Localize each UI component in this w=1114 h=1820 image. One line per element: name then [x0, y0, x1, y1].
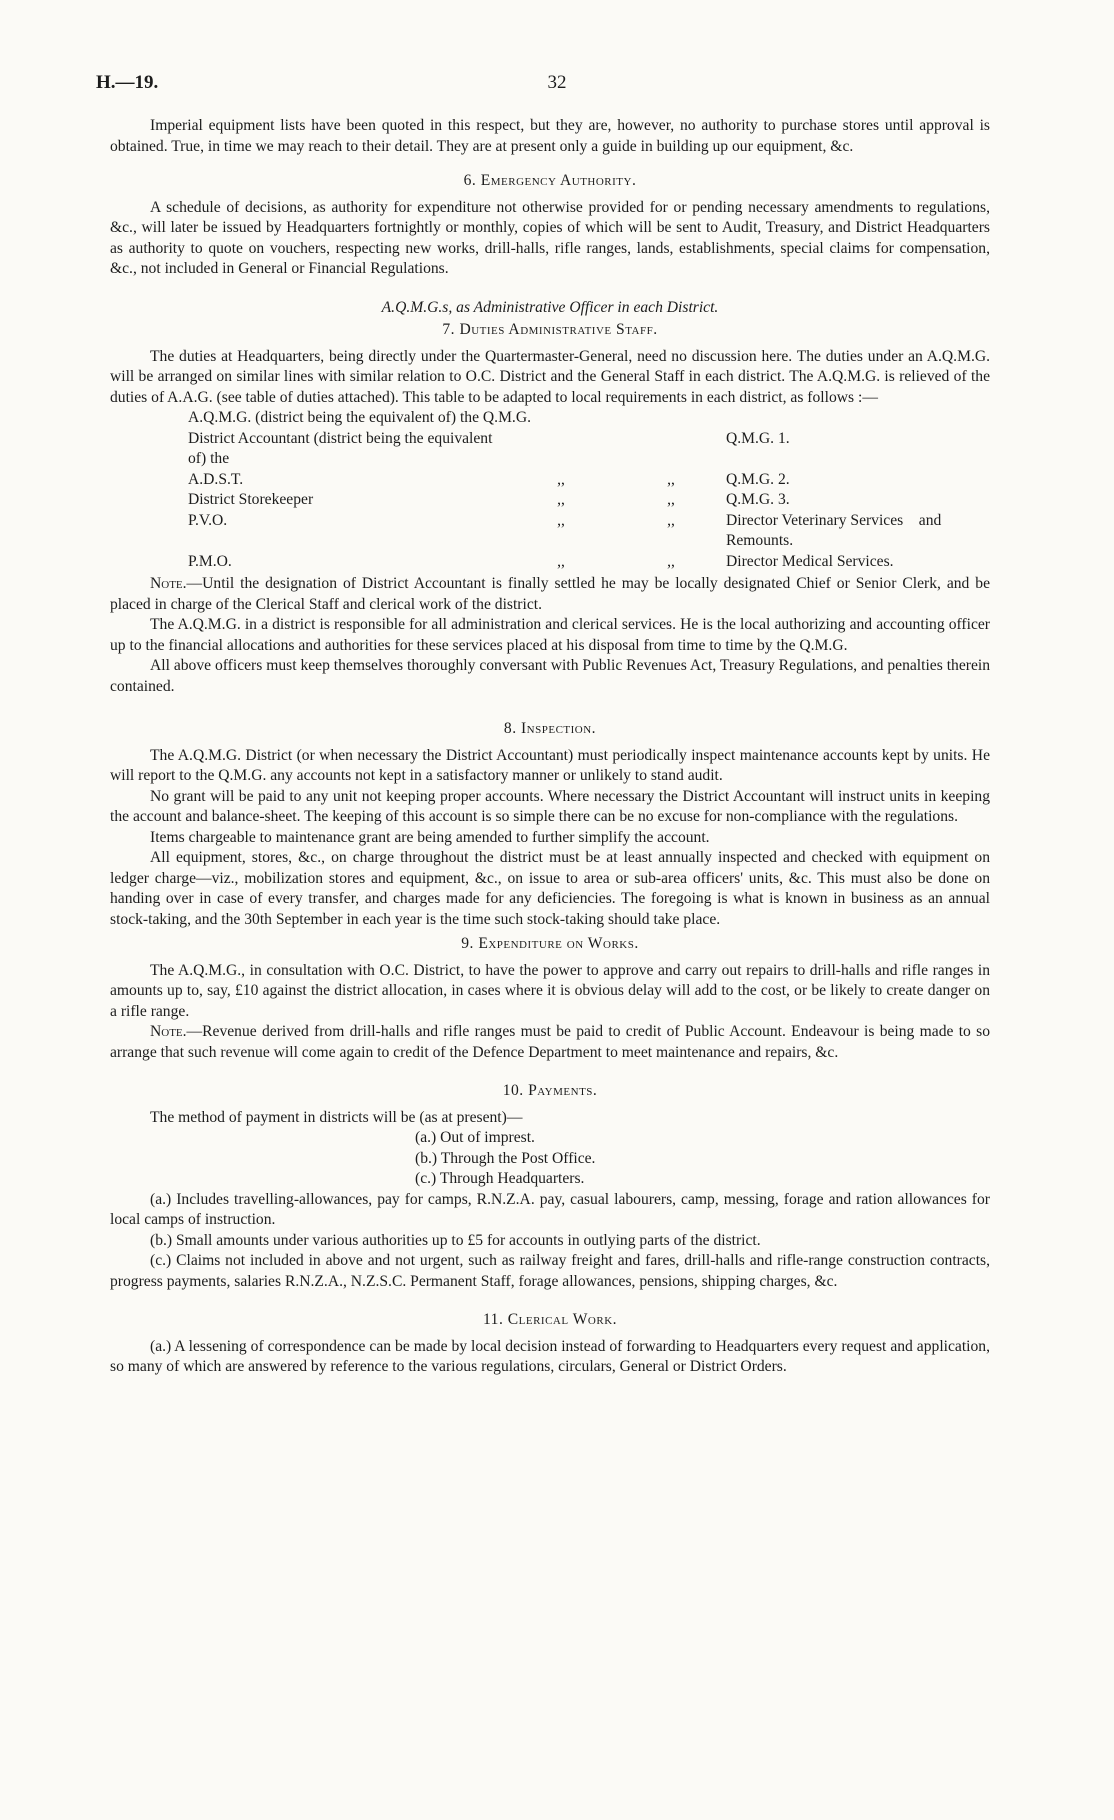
note-text: —Revenue derived from drill-halls and rifle ranges must be paid to credit of Public Account. Endeavour is being made to so arrange that such revenue will come again to credit of the Defence Department to meet maintenance and repairs, &c.: [110, 1023, 990, 1061]
note-label: Note.: [150, 1023, 187, 1040]
section-7-paragraph-3: All above officers must keep themselves thoroughly conversant with Public Revenues Act, Treasury Regulations, and penalties therein contained.: [110, 657, 990, 695]
ditto-mark: ,,: [667, 470, 675, 488]
payment-note-c: (c.) Claims not included in above and not urgent, such as railway freight and fares, drill-halls and rifle-range construction contracts, progress payments, salaries R.N.Z.A., N.Z.S.C. Permanent Staff, forage allowances, pensions, shipping charges, &c.: [110, 1252, 990, 1290]
section-8-paragraph-4: All equipment, stores, &c., on charge throughout the district must be at least annually inspected and checked with equipment on ledger charge—viz., mobilization stores and equipment, &c., on issue to area or sub-area officers' units, &c. This must also be done on handing over in case of every transfer, and charges made for any deficiencies. The foregoing is what is known in business as an annual stock-taking, and the 30th September in each year is the time such stock-taking should take place.: [110, 849, 990, 928]
payment-note-b: (b.) Small amounts under various authorities up to £5 for accounts in outlying parts of the district.: [150, 1231, 761, 1249]
equivalents-row: [188, 470, 990, 491]
equivalents-row: [188, 490, 990, 511]
ditto-mark: ,,: [667, 552, 675, 570]
section-6-paragraph: A schedule of decisions, as authority for expenditure not otherwise provided for or pending necessary amendments to regulations, &c., will later be issued by Headquarters fortnightly or monthly, copies of which will be sent to Audit, Treasury, and District Headquarters as authority to quote on vouchers, respecting new works, drill-halls, rifle ranges, lands, establishments, special claims for compensation, &c., not included in General or Financial Regulations.: [110, 198, 990, 277]
equivalents-table: [188, 429, 990, 573]
ditto-mark: ,,: [667, 511, 675, 529]
equivalent-role: P.V.O.: [188, 511, 228, 529]
equivalent-counterpart: Q.M.G. 2.: [725, 470, 790, 488]
section-7-paragraph-2: The A.Q.M.G. in a district is responsible for all administration and clerical services. He is the local authorizing and accounting officer up to the financial allocations and authorities for these services placed at his disposal from time to time by the Q.M.G.: [110, 616, 990, 654]
section-8-paragraph-2: No grant will be paid to any unit not keeping proper accounts. Where necessary the District Accountant will instruct units in keeping the account and balance-sheet. The keeping of this account is so simple there can be no excuse for non-compliance with the regulations.: [110, 787, 990, 825]
equivalent-role: P.M.O.: [188, 552, 232, 570]
equivalent-role: District Accountant (district being the equivalent of) the: [188, 429, 493, 467]
equivalents-row: [188, 429, 990, 470]
section-8-paragraph-1: The A.Q.M.G. District (or when necessary the District Accountant) must periodically inspect maintenance accounts kept by units. He will report to the Q.M.G. any accounts not kept in a satisfactory manner or unlikely to stand audit.: [110, 746, 990, 784]
equivalent-role: A.D.S.T.: [188, 470, 244, 488]
ditto-mark: ,,: [557, 491, 565, 508]
ditto-mark: ,,: [557, 552, 565, 570]
document-body: [110, 116, 990, 1378]
note-label: Note.: [150, 575, 187, 592]
section-9-heading: 9. Expenditure on Works.: [461, 935, 639, 952]
equivalent-counterpart: Q.M.G. 1.: [725, 429, 790, 447]
equivalents-row: [188, 511, 990, 552]
ditto-mark: [506, 429, 616, 470]
page-number: 32: [547, 72, 567, 93]
payment-method-b: (b.) Through the Post Office.: [415, 1149, 596, 1167]
page-header: [96, 72, 1018, 96]
equivalent-role: District Storekeeper: [188, 491, 314, 508]
section-7-note: [110, 574, 990, 615]
document-reference: H.—19.: [96, 72, 159, 93]
section-8-paragraph-3: Items chargeable to maintenance grant are being amended to further simplify the account.: [150, 828, 710, 846]
ditto-mark: [616, 429, 726, 470]
section-6-heading: 6. Emergency Authority.: [463, 172, 637, 189]
payment-method-a: (a.) Out of imprest.: [415, 1129, 535, 1146]
ditto-mark: ,,: [667, 491, 675, 508]
payment-method-c: (c.) Through Headquarters.: [415, 1170, 585, 1187]
section-11-paragraph-a: (a.) A lessening of correspondence can be made by local decision instead of forwarding to Headquarters every request and application, so many of which are answered by reference to the various regulations, circulars, General or District Orders.: [110, 1337, 990, 1375]
intro-paragraph: Imperial equipment lists have been quoted in this respect, but they are, however, no authority to purchase stores until approval is obtained. True, in time we may reach to their detail. They are at present only a guide in building up our equipment, &c.: [110, 117, 990, 155]
ditto-mark: ,,: [557, 511, 565, 529]
equivalent-counterpart: Director Veterinary Services and Remounts.: [725, 511, 942, 549]
section-9-paragraph-1: The A.Q.M.G., in consultation with O.C. District, to have the power to approve and carry out repairs to drill-halls and rifle ranges in amounts up to, say, £10 against the district allocation, in cases where it is obvious delay will add to the cost, or be likely to create danger on a rifle range.: [110, 961, 990, 1020]
section-7-subtitle: A.Q.M.G.s, as Administrative Officer in each District.: [381, 298, 719, 316]
equivalent-counterpart: Director Medical Services.: [725, 552, 894, 570]
section-8-heading: 8. Inspection.: [503, 720, 597, 737]
section-7-heading: 7. Duties Administrative Staff.: [442, 321, 658, 338]
ditto-mark: ,,: [557, 470, 565, 488]
section-10-heading: 10. Payments.: [502, 1082, 598, 1099]
equivalent-first-line: A.Q.M.G. (district being the equivalent of) the Q.M.G.: [188, 409, 531, 426]
equivalents-row: [188, 552, 990, 573]
note-text: —Until the designation of District Accountant is finally settled he may be locally designated Chief or Senior Clerk, and be placed in charge of the Clerical Staff and clerical work of the district.: [110, 575, 990, 613]
payment-note-a: (a.) Includes travelling-allowances, pay for camps, R.N.Z.A. pay, casual labourers, camp, messing, forage and ration allowances for local camps of instruction.: [110, 1190, 990, 1228]
section-9-note: [110, 1022, 990, 1063]
section-10-intro: The method of payment in districts will be (as at present)—: [150, 1108, 523, 1126]
section-11-heading: 11. Clerical Work.: [482, 1311, 618, 1328]
section-7-paragraph-1: The duties at Headquarters, being directly under the Quartermaster-General, need no discussion here. The duties under an A.Q.M.G. will be arranged on similar lines with similar relation to O.C. District and the General Staff in each district. The A.Q.M.G. is relieved of the duties of A.A.G. (see table of duties attached). This table to be adapted to local requirements in each district, as follows :—: [110, 347, 990, 406]
equivalent-counterpart: Q.M.G. 3.: [725, 491, 790, 508]
